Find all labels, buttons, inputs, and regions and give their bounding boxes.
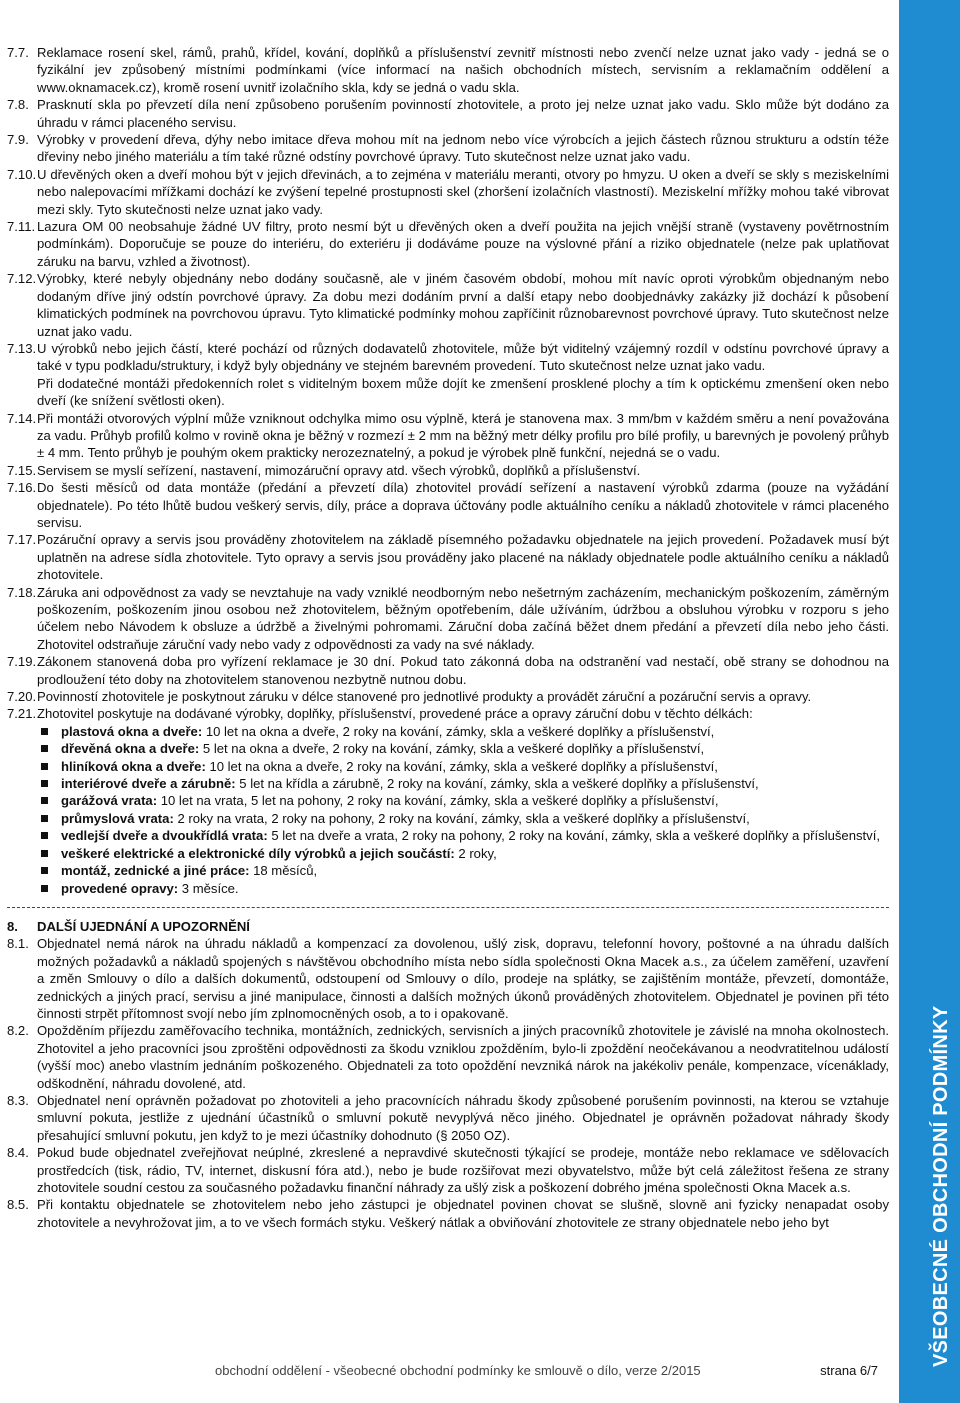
warranty-item-text: 3 měsíce. <box>178 880 239 896</box>
warranty-item-text: 2 roky na vrata, 2 roky na pohony, 2 roky na kování, zámky, skla a veškeré doplňky a příslušenství, <box>173 810 750 826</box>
warranty-item <box>7 810 889 827</box>
square-bullet-icon <box>41 780 48 787</box>
warranty-item <box>7 880 889 897</box>
clause-number: 7.13. <box>7 340 37 356</box>
square-bullet-icon <box>41 745 48 752</box>
clause-number: 7.11. <box>7 219 36 235</box>
clause-text: Pokud bude objednatel zveřejňovat neúplné, zkreslené a nepravdivé skutečnosti týkající se prodeje, montáže nebo reklamace ve sdělovacích prostředcích (tisk, rádio, TV, internet, diskusní fóra atd.), nebo je bude rozšiřovat mezi obyvatelstvo, může být celá záležitost řešena ze strany zhotovitele soudní cestou za současného požadavku finanční náhrady za ušlý zisk a poškození dobrého jména společnosti Okna Macek a.s. <box>37 1145 889 1195</box>
warranty-item-label: montáž, zednické a jiné práce: <box>61 863 250 879</box>
dashed-divider <box>7 907 889 908</box>
clause-text: Při montáži otvorových výplní může vzniknout odchylka mimo osu výplně, která je stanovena max. 3 mm/bm v každém směru a není považována za vadu. Průhyb profilů kolmo v rovině okna je běžný v rozmezí ± 2 mm na běžný metr délky profilu pro bílé profily, u barevných je povolený průhyb ± 4 mm. Tento průhyb je pouhým okem prakticky nerozeznatelný, a pokud je výrobek plně funkční, nejedná se o vadu. <box>37 410 889 461</box>
warranty-item-label: dřevěná okna a dveře: <box>61 741 200 757</box>
clause-number: 7.15. <box>7 462 37 478</box>
clause-text: Objednatel nemá nárok na úhradu nákladů a kompenzací za dovolenou, ušlý zisk, dopravu, telefonní hovory, poštovné a na úhradu dalších možných požadavků a nákladů spojených s návštěvou obchodního místa nebo sídla společnosti Okna Macek a.s., za účelem zaměření, uzavření a změn Smlouvy o dílo a dalších dokumentů, odstoupení od Smlouvy o dílo, prodeje na splátky, se zajištěním montáže, převzetí, domontáže, zednických a jiných prací, servisu a jiné manipulace, činnosti a dalších možných úkonů prováděných zhotovitelem. Objednatel je povinen při této činnosti strpět přítomnost svojí nebo jím zplnomocněných osob, a to i opakovaně. <box>37 936 889 1021</box>
clause-text: Výrobky, které nebyly objednány nebo dodány současně, ale v jiném časovém období, mohou mít navíc oproti výrobkům objednaným nebo dodaným dříve jiný odstín povrchové úpravy. Za dobu mezi dodáním první a další etapy nebo doobjednávky zakázky již dochází k působení klimatických podmínek na povrchovou úpravu. Tyto klimatické podmínky mohou zapříčinit různobarevnost povrchové úpravy. Tuto skutečnost nelze uznat jako vadu. <box>37 271 889 339</box>
warranty-item-text: 5 let na okna a dveře, 2 roky na kování, zámky, skla a veškeré doplňky a příslušenství, <box>199 741 705 757</box>
clause-row <box>7 935 889 1022</box>
clause-7-13 <box>7 340 889 410</box>
page-number: strana 6/7 <box>820 1363 878 1378</box>
clause-row <box>7 462 889 479</box>
clause-number: 8.5. <box>7 1197 29 1213</box>
clause-number: 7.20. <box>7 689 37 705</box>
clause-text: Opožděním příjezdu zaměřovacího technika, montážních, zednických, servisních a jiných pracovníků zhotovitele je závislé na mnoha okolnostech. Zhotovitel a jeho pracovníci jsou zproštěni odpovědnosti za škodu vzniklou zpožděním, bylo-li zpoždění neočekávanou a neodvratitelnou událostí (vyšší moc) anebo vlastním jednáním poškozeného. Objednateli za toto opoždění nevzniká nárok na jakékoliv penále, kompenzace, vícenáklady, odškodnění, náhradu dovolené, atd. <box>37 1023 889 1091</box>
clause-text: Servisem se myslí seřízení, nastavení, mimozáruční opravy atd. všech výrobků, doplňků a příslušenství. <box>37 462 641 478</box>
warranty-item-text: 5 let na dveře a vrata, 2 roky na pohony, 2 roky na kování, zámky, skla a veškeré doplňky a příslušenství, <box>267 828 881 844</box>
warranty-item-text: 18 měsíců, <box>249 863 318 879</box>
clause-text: Objednatel není oprávněn požadovat po zhotoviteli a jeho pracovnících náhradu škody způsobené porušením povinnosti, na kterou se vztahuje smluvní pokuta, jestliže z ujednání účastníků o smluvní pokutě nevyplývá něco jiného. Objednatel je oprávněn požadovat náhrady škody přesahující smluvní pokutu, jen když to je mezi účastníky dohodnuto (§ 2050 OZ). <box>37 1092 889 1143</box>
clause-text: Lazura OM 00 neobsahuje žádné UV filtry, proto nesmí být u dřevěných oken a dveří použita na jejich vnější straně (vystaveny povětrnostním podmínkám). Doporučuje se pouze do interiéru, do exteriéru ji dodáváme pouze na výslovné přání a riziko objednatele (nelze pak uplatňovat záruku na barvu, vzhled a životnost). <box>37 219 889 269</box>
clause-text: Při kontaktu objednatele se zhotovitelem nebo jeho zástupci je objednatel povinen chovat se slušně, slovně ani fyzicky nenapadat osoby zhotovitele a nevyhrožovat jim, a to ve všech formách styku. Veškerý nátlak a obviňování zhotovitele ze strany objednatele nebo jeho byt <box>37 1197 889 1230</box>
warranty-item-text: 10 let na vrata, 5 let na pohony, 2 roky na kování, zámky, skla a veškeré doplňky a příslušenství, <box>157 793 719 809</box>
clause-number: 7.14. <box>7 410 37 426</box>
clause-text: U výrobků nebo jejich částí, které pochází od různých dodavatelů zhotovitele, může být viditelný vzájemný rozdíl v odstínu povrchové úpravy a také v typu podkladu/struktury, i když byly objednány ve stejném barevném provedení. Tuto skutečnost nelze uznat jako vadu. <box>37 340 889 374</box>
clause-number: 8.1. <box>7 936 29 952</box>
warranty-item-text: 2 roky, <box>454 845 497 861</box>
warranty-item <box>7 792 889 809</box>
square-bullet-icon <box>41 850 48 857</box>
square-bullet-icon <box>41 832 48 839</box>
warranty-item-label: průmyslová vrata: <box>61 810 174 826</box>
clause-text: Prasknutí skla po převzetí díla není způsobeno porušením povinností zhotovitele, a proto jej nelze uznat jako vadu. Sklo může být dodáno za úhradu v rámci placeného servisu. <box>37 97 889 130</box>
section-number: 8. <box>7 918 18 934</box>
clause-number: 7.8. <box>7 97 29 113</box>
warranty-item <box>7 723 889 740</box>
clause-number: 7.12. <box>7 271 37 287</box>
warranty-item-label: plastová okna a dveře: <box>61 723 203 739</box>
clause-text-continued: Při dodatečné montáži předokenních rolet s viditelným boxem může dojít ke zmenšení prosklené plochy a tím k optickému zmenšení oken nebo dveří (ke snížení světlosti oken). <box>37 375 889 409</box>
clause-number: 7.17. <box>7 532 37 548</box>
clause-number: 7.16. <box>7 480 37 496</box>
warranty-list <box>7 723 889 897</box>
sidebar-label: VŠEOBECNÉ OBCHODNÍ PODMÍNKY <box>930 1005 952 1367</box>
warranty-item-text: 10 let na okna a dveře, 2 roky na kování, zámky, skla a veškeré doplňky a příslušenství, <box>205 758 718 774</box>
warranty-item <box>7 827 889 844</box>
clause-row <box>7 531 889 583</box>
section-heading <box>7 918 889 935</box>
items-group-a <box>7 44 889 340</box>
square-bullet-icon <box>41 763 48 770</box>
items-group-8 <box>7 935 889 1231</box>
page-footer <box>215 1363 878 1378</box>
clause-row <box>7 166 889 218</box>
clause-row <box>7 653 889 688</box>
clause-number: 8.4. <box>7 1145 29 1161</box>
clause-text: Do šesti měsíců od data montáže (předání a převzetí díla) zhotovitel provádí seřízení a nastavení výrobků zdarma (pouze na vyžádání objednatele). Po této lhůtě budou veškerý servis, díly, práce a doprava účtovány podle aktuálního ceníku a nákladů zhotovitele v rámci placeného servisu. <box>37 480 889 530</box>
clause-number: 7.9. <box>7 132 29 148</box>
square-bullet-icon <box>41 867 48 874</box>
clause-row <box>7 96 889 131</box>
clause-row <box>7 218 889 270</box>
clause-text: Povinností zhotovitele je poskytnout záruku v délce stanovené pro jednotlivé produkty a provádět záruční a pozáruční servis a opravy. <box>37 689 812 705</box>
clause-number: 8.2. <box>7 1023 29 1039</box>
square-bullet-icon <box>41 728 48 735</box>
clause-text: Pozáruční opravy a servis jsou prováděny zhotovitelem na základě písemného požadavku objednatele na jejich provedení. Požadavek musí být uplatněn na adrese sídla zhotovitele. Tyto opravy a servis jsou prováděny jako placené na náklady objednatele podle aktuálního ceníku a nákladů zhotovitele. <box>37 532 889 583</box>
clause-row <box>7 131 889 166</box>
warranty-item-label: veškeré elektrické a elektronické díly výrobků a jejich součástí: <box>61 845 455 861</box>
clause-number: 8.3. <box>7 1092 29 1108</box>
warranty-item <box>7 862 889 879</box>
square-bullet-icon <box>41 815 48 822</box>
clause-text: Výrobky v provedení dřeva, dýhy nebo imitace dřeva mohou mít na jednom nebo více výrobcích a jejich částech různou strukturu a odstín téže dřeviny nebo jiného materiálu a tím také různé odstíny povrchové úpravy. Tuto skutečnost nelze uznat jako vadu. <box>37 132 889 165</box>
warranty-item-label: vedlejší dveře a dvoukřídlá vrata: <box>61 828 268 844</box>
clause-row <box>7 1144 889 1196</box>
warranty-item-label: hliníková okna a dveře: <box>61 758 206 774</box>
clause-text: Reklamace rosení skel, rámů, prahů, křídel, kování, doplňků a příslušenství zevnitř místnosti nebo zvenčí nelze uznat jako vady - jedná se o fyzikální jev způsobený místními podmínkami (více informací na našich obchodních místech, servisním a reklamačním oddělení a www.oknamacek.cz), kromě rosení uvnitř izolačního skla, kdy se jedná o vadu skla. <box>37 45 889 95</box>
items-group-b <box>7 410 889 706</box>
warranty-item <box>7 758 889 775</box>
warranty-item-text: 10 let na okna a dveře, 2 roky na kování, zámky, skla a veškeré doplňky a příslušenství, <box>202 723 715 739</box>
clause-row <box>7 479 889 531</box>
clause-text: Zákonem stanovená doba pro vyřízení reklamace je 30 dní. Pokud tato zákonná doba na odstranění vad nestačí, obě strany se dohodnou na prodloužení této doby na zhotovitelem stanovenou nezbytně nutnou dobu. <box>37 654 889 687</box>
clause-number: 7.18. <box>7 584 37 600</box>
warranty-item-label: provedené opravy: <box>61 880 179 896</box>
clause-row <box>7 1022 889 1092</box>
clause-text: Záruka ani odpovědnost za vady se nevztahuje na vady vzniklé neodborným nebo nešetrným zacházením, mechanickým poškozením, záměrným poškozením, poškozením jinou osobou než zhotovitelem, běžným opotřebením, dále užíváním, údržbou a obsluhou výrobku v rozporu s jeho účelem nebo Návodem k obsluze a údržbě a živelnými pohromami. Záruční doba začíná běžet dnem předání a převzetí díla nebo jeho části. Zhotovitel odstraňuje záruční vady nebo vady z odpovědnosti za vady na své náklady. <box>37 584 889 652</box>
warranty-item-text: 5 let na křídla a zárubně, 2 roky na kování, zámky, skla a veškeré doplňky a příslušenství, <box>235 776 759 792</box>
clause-number: 7.21. <box>7 706 37 722</box>
warranty-item <box>7 740 889 757</box>
clause-row <box>7 688 889 705</box>
warranty-item-label: garážová vrata: <box>61 793 158 809</box>
clause-row <box>7 584 889 654</box>
clause-number: 7.10. <box>7 166 37 182</box>
document-body <box>7 44 889 1231</box>
warranty-item-label: interiérové dveře a zárubně: <box>61 776 236 792</box>
clause-row <box>7 270 889 340</box>
warranty-item <box>7 845 889 862</box>
section-title: DALŠÍ UJEDNÁNÍ A UPOZORNĚNÍ <box>37 918 250 934</box>
clause-number: 7.19. <box>7 654 37 670</box>
clause-row <box>7 1092 889 1144</box>
warranty-item <box>7 775 889 792</box>
square-bullet-icon <box>41 797 48 804</box>
clause-text: U dřevěných oken a dveří mohou být v jejich dřevinách, a to zejména v materiálu meranti, otvory po hmyzu. U oken a dveří se skly s meziskelními nebo nalepovacími mřížkami dochází ke zvýšení tepelné prostupnosti skel (zhoršení izolačních vlastností). Meziskelní mřížky mohou také vibrovat mezi skly. Tyto skutečnosti nelze uznat jako vady. <box>37 166 889 217</box>
clause-row <box>7 1196 889 1231</box>
clause-text: Zhotovitel poskytuje na dodávané výrobky, doplňky, příslušenství, provedené práce a opravy záruční dobu v těchto délkách: <box>37 706 753 722</box>
clause-7-21 <box>7 705 889 722</box>
footer-document-label: obchodní oddělení - všeobecné obchodní podmínky ke smlouvě o dílo, verze 2/2015 <box>215 1363 701 1378</box>
clause-number: 7.7. <box>7 45 29 60</box>
clause-row <box>7 44 889 96</box>
square-bullet-icon <box>41 885 48 892</box>
clause-row <box>7 410 889 462</box>
